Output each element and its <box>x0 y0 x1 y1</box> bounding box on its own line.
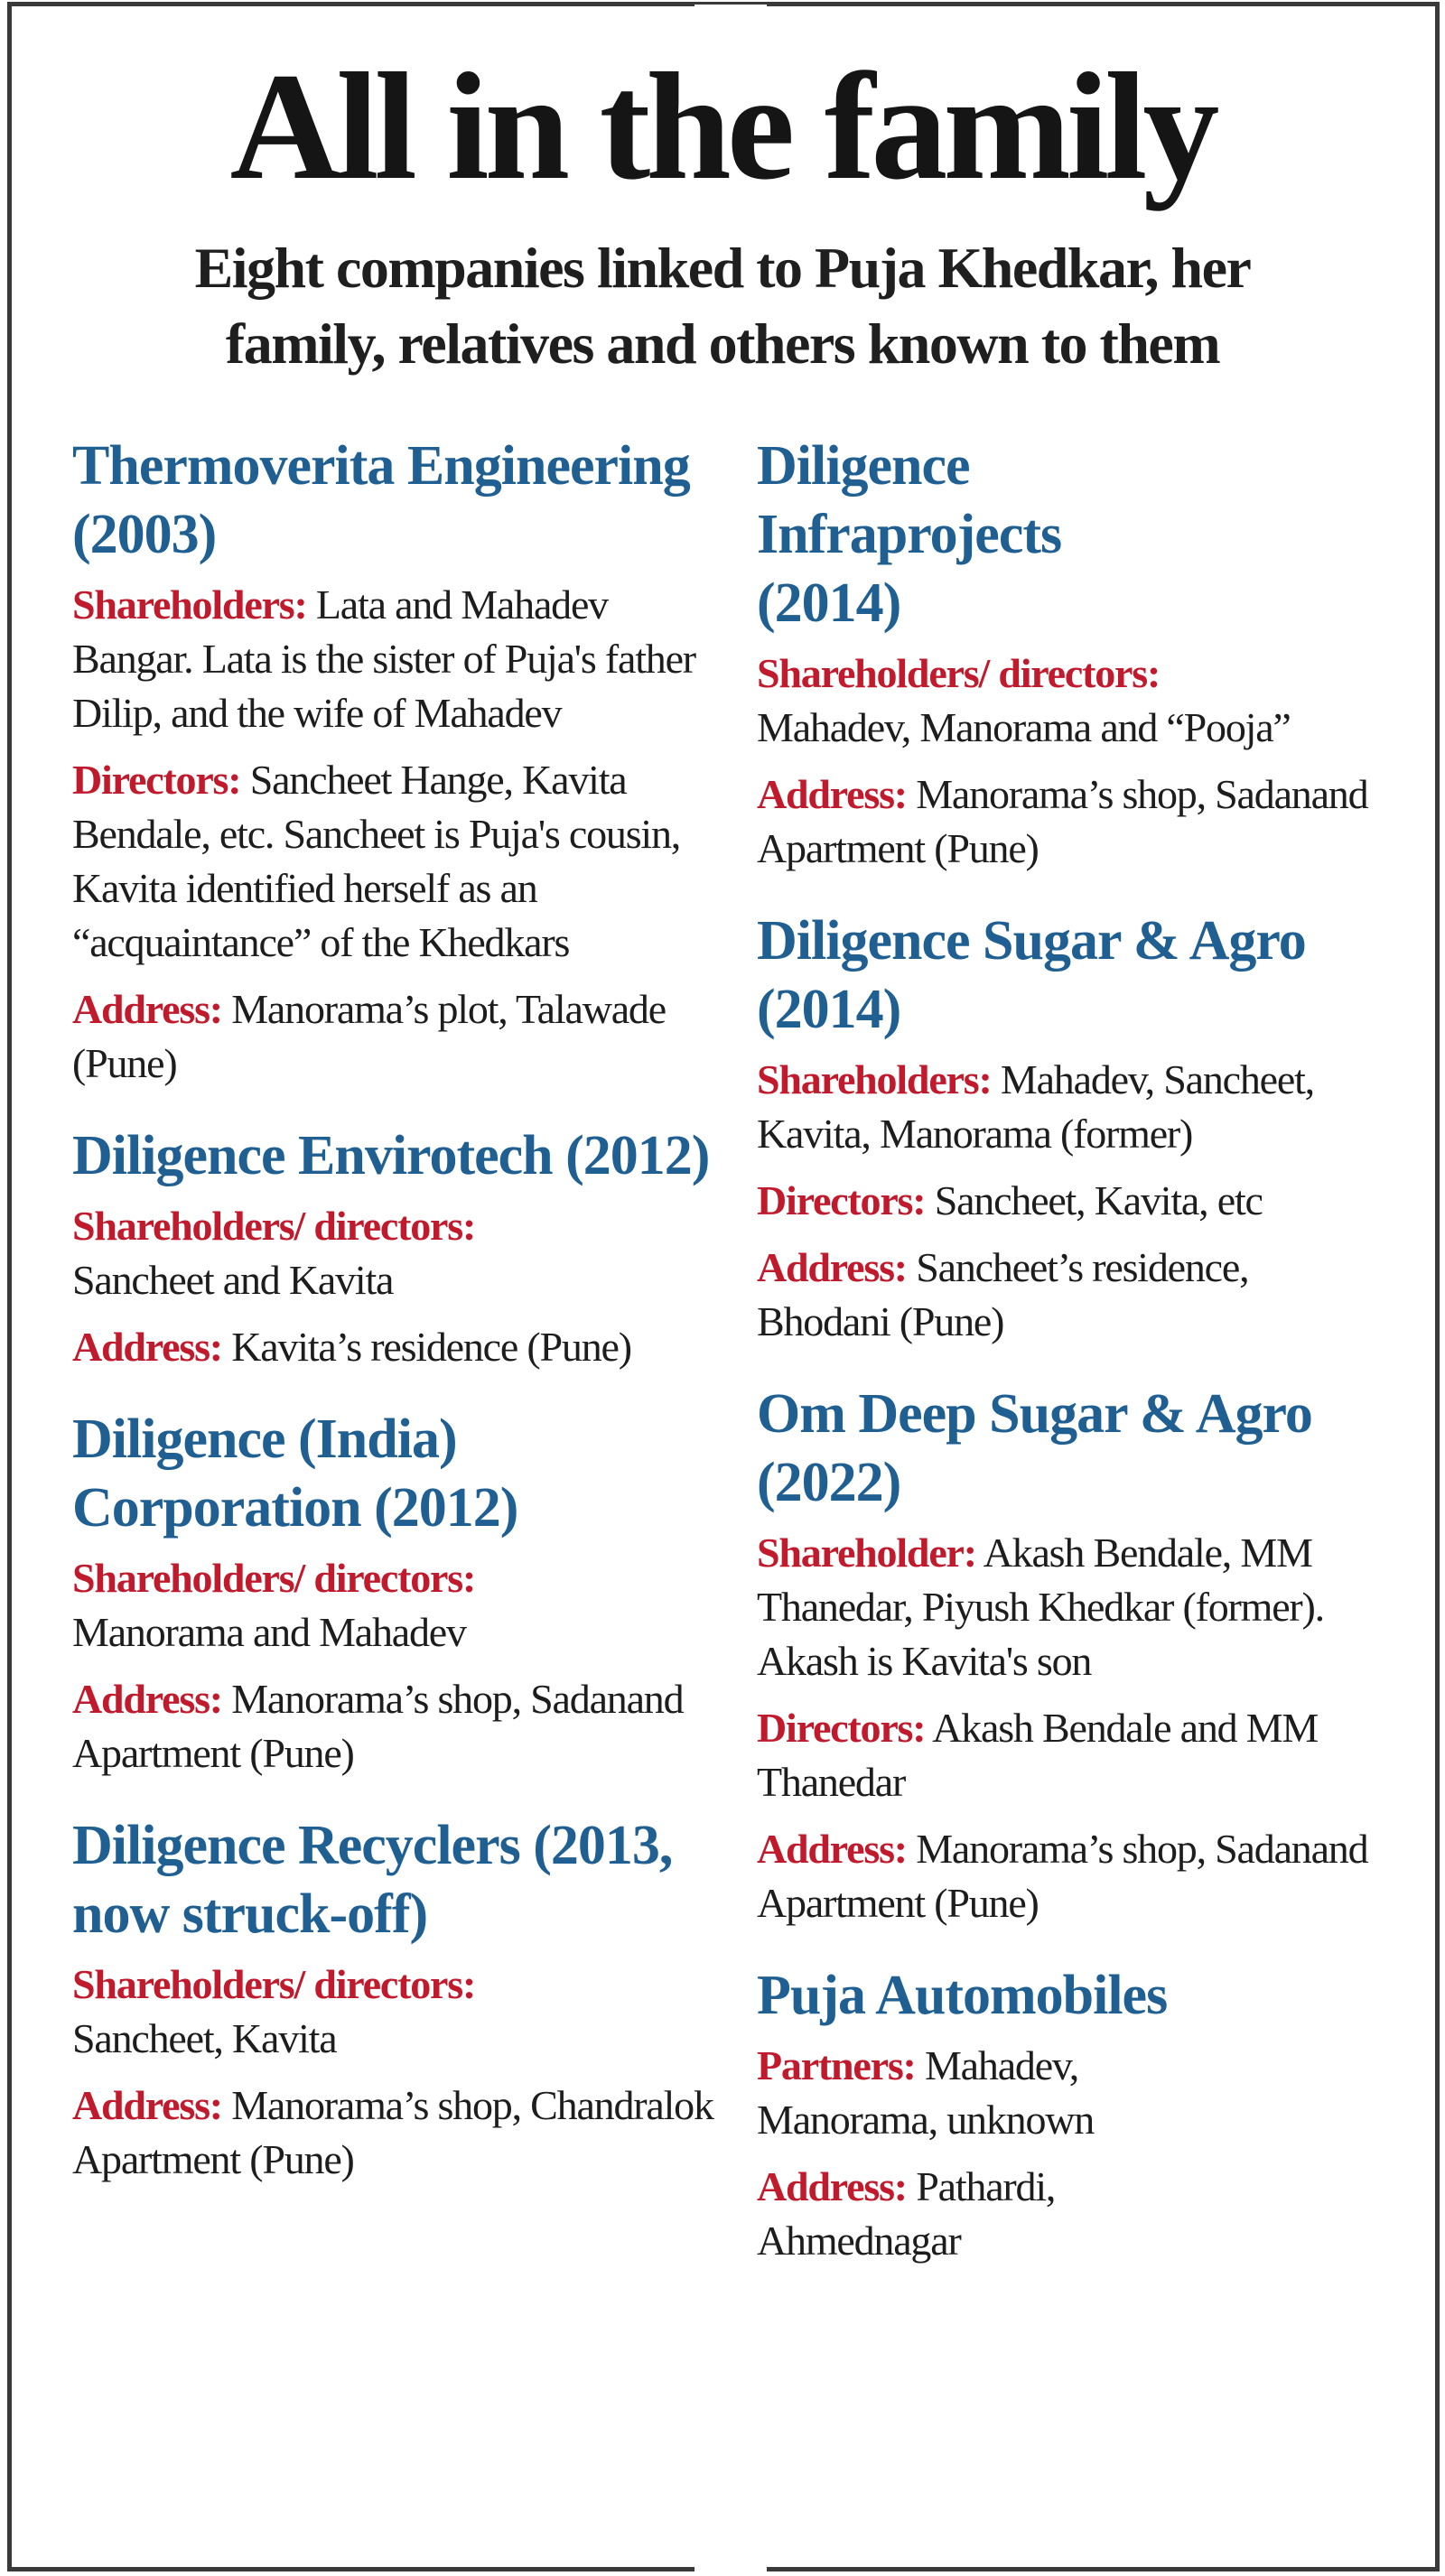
company-field <box>72 1320 722 1374</box>
company-field <box>72 1199 722 1307</box>
frame-gap-bottom <box>695 2567 767 2576</box>
company-name: Om Deep Sugar & Agro (2022) <box>757 1383 1312 1513</box>
company-name: Thermoverita Engineering (2003) <box>72 435 690 565</box>
field-value: Akash Bendale, MM Thanedar, Piyush Khedkar (former). Akash is Kavita's son <box>757 1530 1324 1684</box>
company-name: Diligence Infraprojects (2014) <box>757 435 1062 634</box>
company-field <box>72 982 722 1091</box>
field-value: Manorama’s shop, Sadanand Apartment (Pune) <box>72 1676 684 1776</box>
company-card <box>757 1961 1389 2268</box>
company-field <box>72 2078 722 2187</box>
left-column <box>72 432 722 2218</box>
field-label: Address: <box>757 1826 907 1872</box>
company-field <box>757 646 1389 755</box>
field-value: Sancheet’s residence, Bhodani (Pune) <box>757 1244 1249 1344</box>
field-value: Manorama’s shop, Sadanand Apartment (Pune) <box>757 771 1368 871</box>
company-field <box>757 1241 1389 1349</box>
company-field <box>757 1701 1389 1809</box>
field-label: Address: <box>757 1244 907 1290</box>
company-name: Diligence (India) Corporation (2012) <box>72 1409 518 1539</box>
company-field <box>72 1958 722 2066</box>
company-field <box>757 2039 1154 2147</box>
company-name: Puja Automobiles <box>757 1965 1168 2026</box>
field-value: Manorama and Mahadev <box>72 1609 466 1655</box>
field-value: Kavita’s residence (Pune) <box>231 1324 631 1370</box>
company-field <box>757 2160 1154 2268</box>
company-field <box>757 767 1389 876</box>
company-field <box>757 1526 1389 1688</box>
company-card <box>757 907 1389 1349</box>
field-value: Manorama’s plot, Talawade (Pune) <box>72 986 666 1086</box>
company-card <box>72 432 722 1091</box>
field-label: Shareholders/ directors: <box>757 650 1161 696</box>
page-title: All in the family <box>229 42 1216 211</box>
company-field <box>72 753 722 970</box>
field-value: Sancheet, Kavita, etc <box>934 1177 1263 1223</box>
field-value: Mahadev, Sancheet, Kavita, Manorama (former) <box>757 1056 1314 1157</box>
field-label: Address: <box>72 986 222 1032</box>
field-label: Shareholder: <box>757 1530 976 1576</box>
field-label: Directors: <box>757 1177 926 1223</box>
field-label: Address: <box>757 2163 907 2209</box>
company-card <box>72 1405 722 1781</box>
field-label: Partners: <box>757 2042 916 2088</box>
field-label: Address: <box>72 1324 222 1370</box>
field-value: Sancheet, Kavita <box>72 2015 337 2061</box>
field-label: Directors: <box>72 757 241 803</box>
field-value: Akash Bendale and MM Thanedar <box>757 1705 1319 1805</box>
company-field <box>72 578 722 740</box>
company-name: Diligence Sugar & Agro (2014) <box>757 910 1306 1040</box>
company-card <box>757 432 1389 876</box>
frame-gap-top <box>695 5 767 14</box>
field-label: Address: <box>72 2082 222 2128</box>
company-name: Diligence Envirotech (2012) <box>72 1125 710 1186</box>
right-column <box>757 432 1389 2299</box>
field-value: Manorama’s shop, Chandralok Apartment (Pune) <box>72 2082 713 2182</box>
field-label: Address: <box>757 771 907 817</box>
company-field <box>757 1822 1389 1930</box>
company-field <box>72 1672 722 1781</box>
field-value: Manorama’s shop, Sadanand Apartment (Pune) <box>757 1826 1368 1926</box>
field-value: Sancheet Hange, Kavita Bendale, etc. Sancheet is Puja's cousin, Kavita identified herself as an “acquaintance” of the Khedkars <box>72 757 681 965</box>
field-label: Shareholders/ directors: <box>72 1961 476 2007</box>
company-card <box>72 1121 722 1374</box>
company-field <box>757 1053 1389 1161</box>
field-label: Shareholders: <box>757 1056 992 1102</box>
field-value: Mahadev, Manorama and “Pooja” <box>757 704 1291 750</box>
page-subtitle: Eight companies linked to Puja Khedkar, her family, relatives and others known to them <box>194 236 1251 376</box>
field-label: Shareholders/ directors: <box>72 1203 476 1249</box>
company-field <box>72 1551 722 1660</box>
field-value: Lata and Mahadev Bangar. Lata is the sister of Puja's father Dilip, and the wife of Mahadev <box>72 581 695 736</box>
field-label: Shareholders/ directors: <box>72 1555 476 1601</box>
company-field <box>757 1174 1389 1228</box>
field-label: Directors: <box>757 1705 926 1751</box>
company-name: Diligence Recyclers (2013, now struck-off) <box>72 1815 673 1945</box>
company-card <box>72 1811 722 2187</box>
field-value: Mahadev, Manorama, unknown <box>757 2042 1095 2143</box>
field-label: Address: <box>72 1676 222 1722</box>
field-label: Shareholders: <box>72 581 307 628</box>
field-value: Pathardi, Ahmednagar <box>757 2163 1056 2264</box>
field-value: Sancheet and Kavita <box>72 1257 394 1303</box>
company-card <box>757 1380 1389 1930</box>
